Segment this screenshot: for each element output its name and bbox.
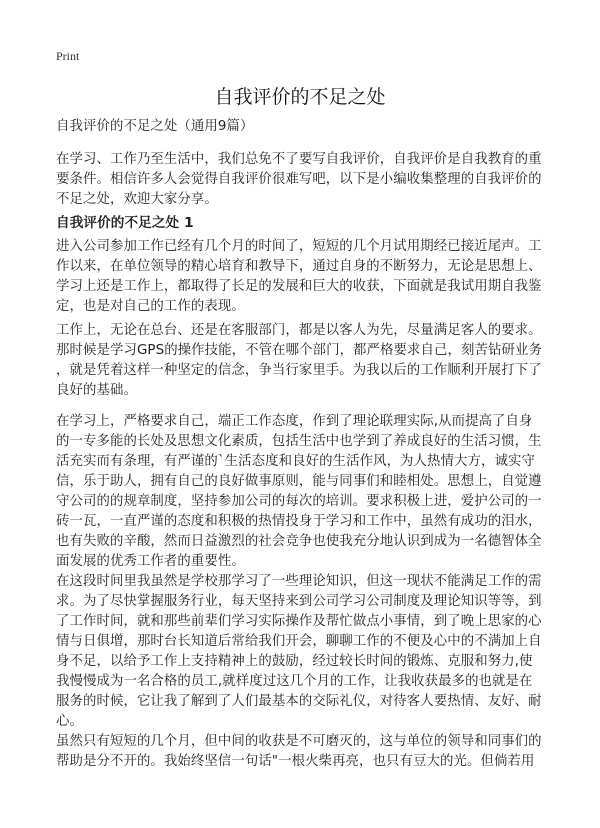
line: 求。为了尽快掌握服务行业，每天坚持来到公司学习公司制度及理论知识等等，到 — [56, 594, 542, 609]
line: 服务的时候，它让我了解到了人们最基本的交际礼仪，对待客人要热情、友好、耐 — [56, 694, 542, 709]
line: 在学习上，严格要求自己，端正工作态度，作到了理论联理实际,从而提高了自身 — [56, 414, 533, 429]
line: 我慢慢成为一名合格的员工,就样度过这几个月的工作，让我收获最多的也就是在 — [56, 674, 533, 689]
line: 帮助是分不开的。我始终坚信一句话"一根火柴再亮，也只有豆大的光。但倘若用 — [56, 754, 535, 769]
line: 作以来，在单位领导的精心培育和教导下，通过自身的不断努力，无论是思想上、 — [56, 259, 542, 274]
line: 砖一瓦，一直严谨的态度和积极的热情投身于学习和工作中，虽然有成功的泪水， — [56, 514, 542, 529]
line: 信，乐于助人，拥有自己的良好做事原则，能与同事们和睦相处。思想上，自觉遵 — [56, 474, 542, 489]
line: 在学习、工作乃至生活中，我们总免不了要写自我评价，自我评价是自我教育的重 — [56, 152, 542, 167]
line: 工作上，无论在总台、还是在客服部门，都是以客人为先，尽量满足客人的要求。 — [56, 323, 542, 338]
heading-text: 自我评价的不足之处 1 — [56, 215, 194, 231]
page-title: 自我评价的不足之处 — [214, 86, 386, 108]
line: 进入公司参加工作已经有几个月的时间了，短短的几个月试用期经已接近尾声。工 — [56, 239, 542, 254]
paragraph — [56, 572, 556, 732]
line: 心。 — [56, 714, 83, 729]
line: 学习上还是工作上，都取得了长足的发展和巨大的收获，下面就是我试用期自我鉴 — [56, 279, 542, 294]
line: 定，也是对自己的工作的表现。 — [56, 299, 245, 314]
line: 身不足，以给予工作上支持精神上的鼓励，经过较长时间的锻炼、克服和努力,使 — [56, 654, 533, 669]
line: 守公司的的规章制度，坚持参加公司的每次的培训。要求积极上进，爱护公司的一 — [56, 494, 542, 509]
intro-paragraph — [56, 150, 556, 210]
section-heading — [56, 213, 556, 233]
line: 那时候是学习GPS的操作技能，不管在哪个部门，都严格要求自己，刻苦钻研业务 — [56, 343, 542, 358]
subtitle-text: 自我评价的不足之处（通用9篇） — [56, 119, 254, 134]
line: 情与日俱增，那时台长知道后常给我们开会，聊聊工作的不便及心中的不满加上自 — [56, 634, 542, 649]
line: 要条件。相信许多人会觉得自我评价很难写吧，以下是小编收集整理的自我评价的 — [56, 172, 542, 187]
line: ，就是凭着这样一种坚定的信念，争当行家里手。为我以后的工作顺利开展打下了 — [56, 363, 542, 378]
paragraph — [56, 321, 556, 401]
paragraph — [56, 732, 556, 772]
paragraph — [56, 412, 556, 572]
line: 良好的基础。 — [56, 383, 137, 398]
line: 活充实而有条理，有严谨的`生活态度和良好的生活作风，为人热情大方，诚实守 — [56, 454, 535, 469]
print-link[interactable]: Print — [56, 49, 80, 63]
line: 面发展的优秀工作者的重要性。 — [56, 554, 245, 569]
line: 不足之处，欢迎大家分享。 — [56, 192, 218, 207]
line: 虽然只有短短的几个月，但中间的收获是不可磨灭的，这与单位的领导和同事们的 — [56, 734, 542, 749]
line: 在这段时间里我虽然是学校那学习了一些理论知识，但这一现状不能满足工作的需 — [56, 574, 542, 589]
document-subtitle — [56, 117, 556, 137]
line: 了工作时间，就和那些前辈们学习实际操作及帮忙做点小事情，到了晚上思家的心 — [56, 614, 542, 629]
line: 也有失败的辛酸，然而日益激烈的社会竞争也使我充分地认识到成为一名德智体全 — [56, 534, 542, 549]
paragraph — [56, 237, 556, 317]
line: 的一专多能的长处及思想文化素质，包括生活中也学到了养成良好的生活习惯，生 — [56, 434, 542, 449]
